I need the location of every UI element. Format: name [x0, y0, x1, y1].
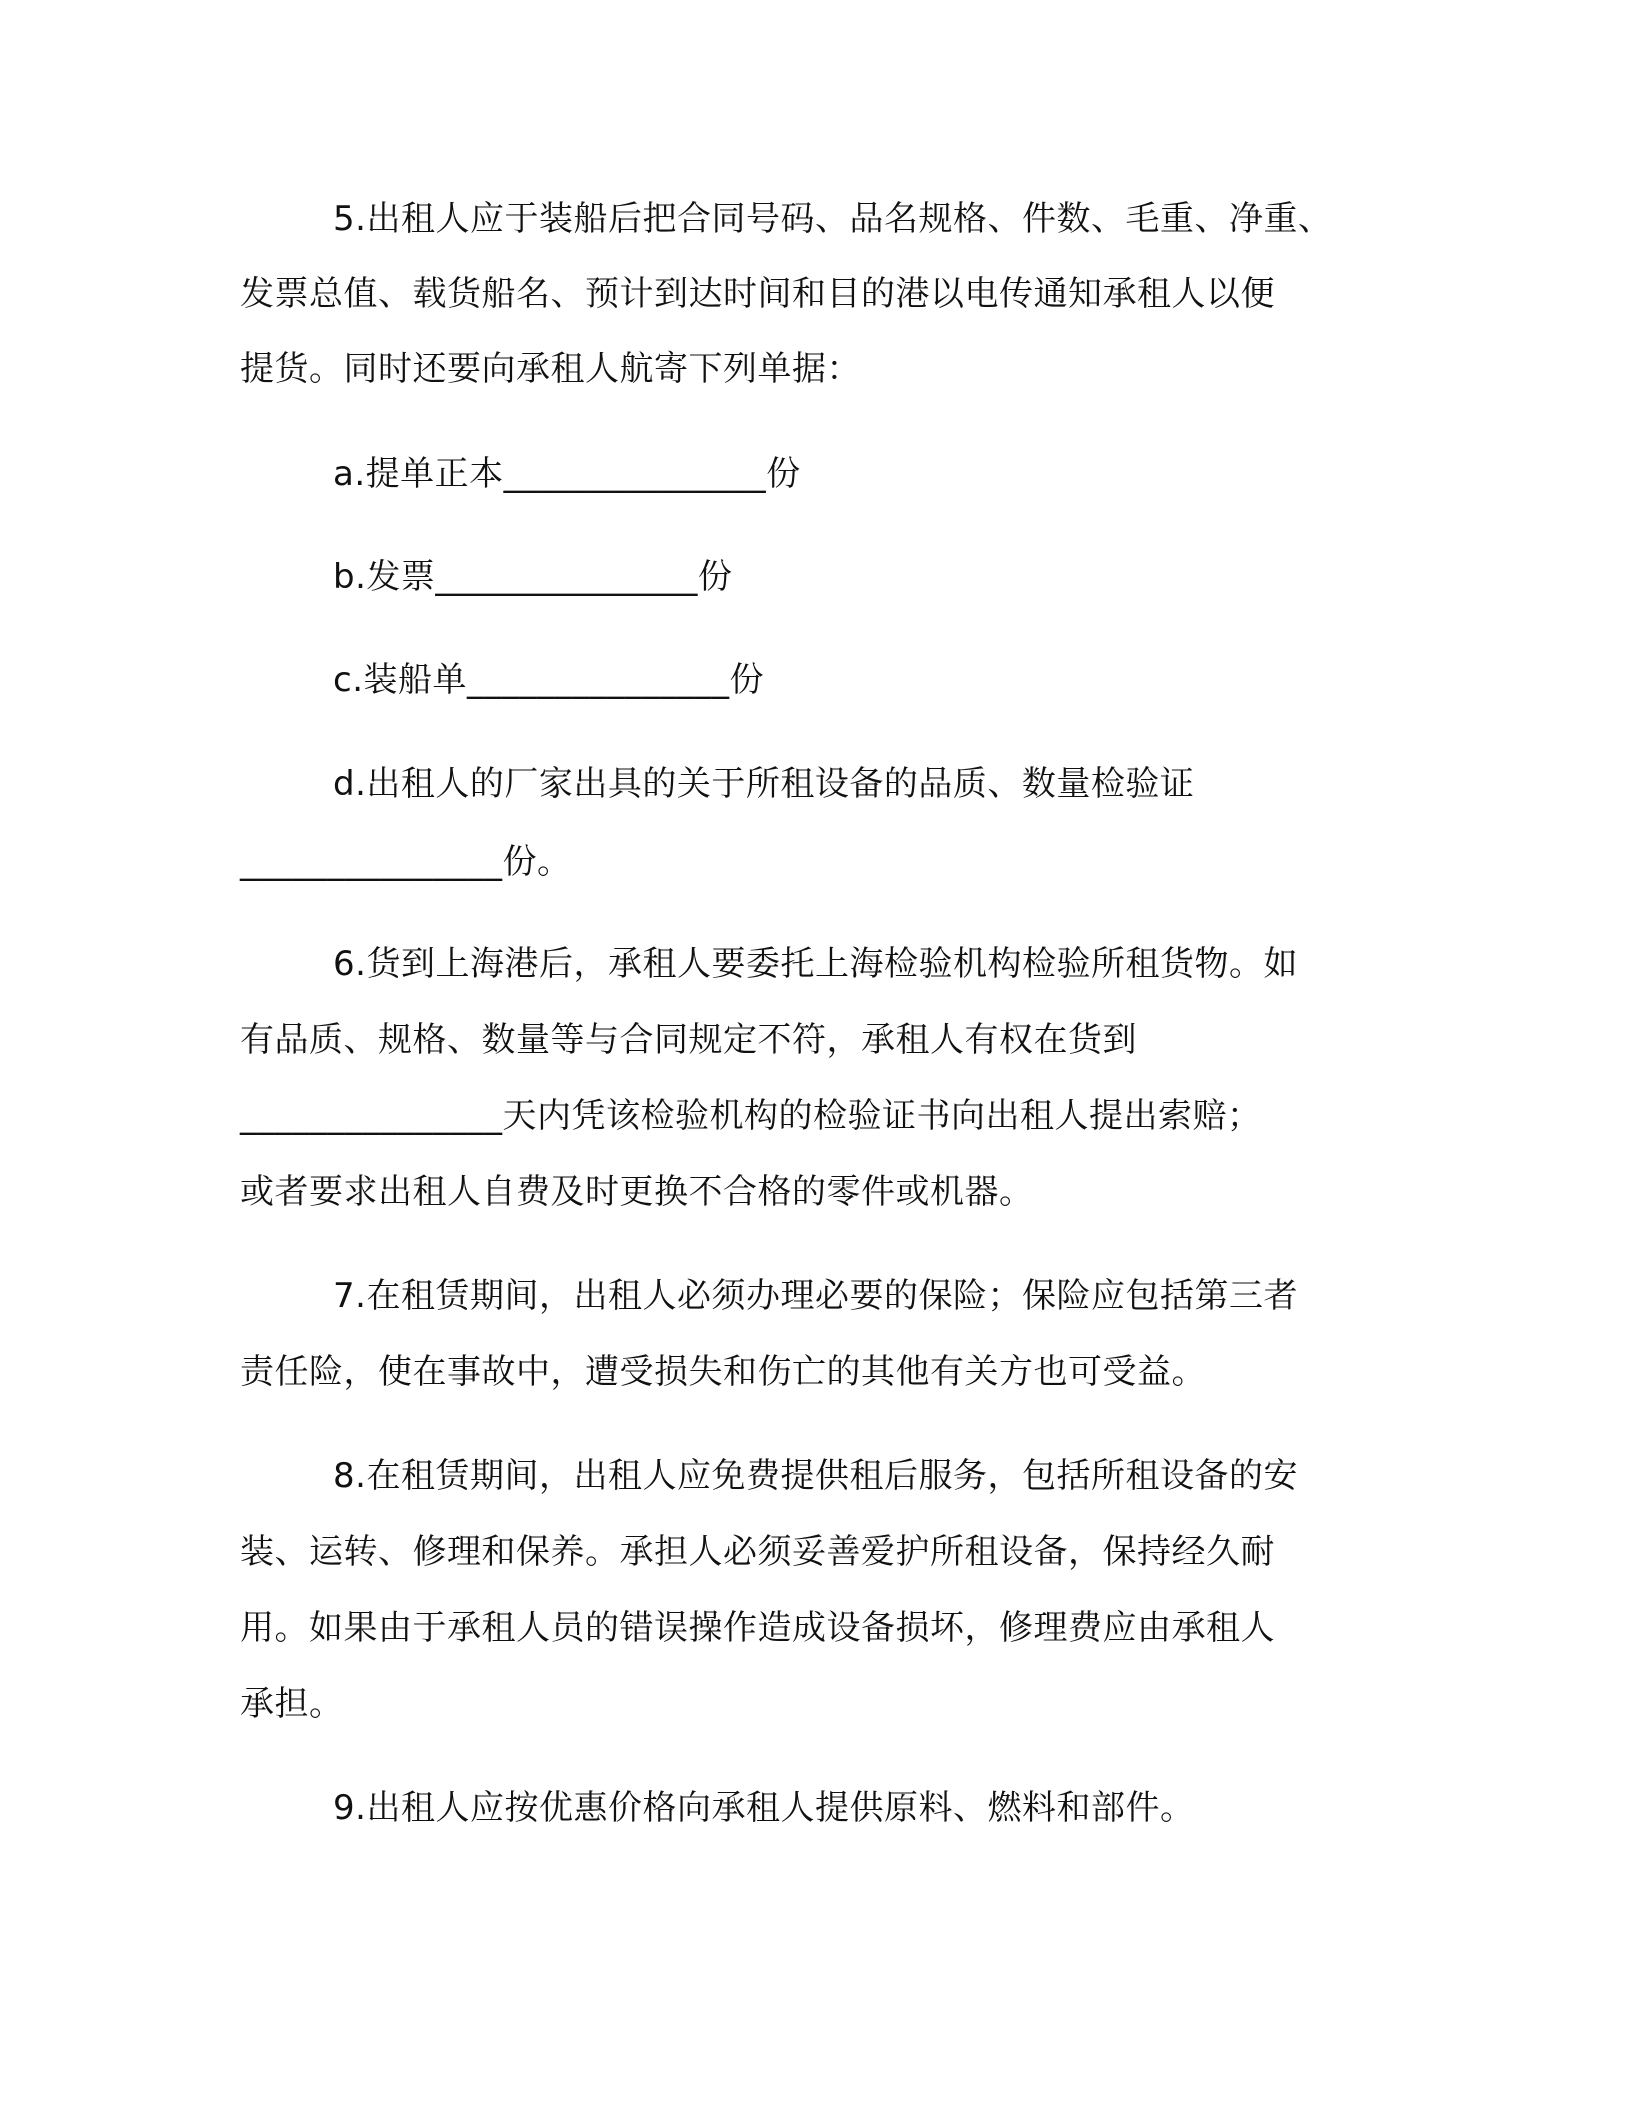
clause-6-line-3: _______________天内凭该检验机构的检验证书向出租人提出索赔；: [240, 1096, 1262, 1136]
clause-5-line-2: 发票总值、载货船名、预计到达时间和目的港以电传通知承租人以便: [240, 274, 1275, 314]
clause-7-line-2: 责任险，使在事故中，遭受损失和伤亡的其他有关方也可受益。: [240, 1352, 1206, 1392]
clause-5-line-3: 提货。同时还要向承租人航寄下列单据：: [240, 349, 861, 389]
clause-8-line-1: 8.在租赁期间，出租人应免费提供租后服务，包括所租设备的安: [333, 1456, 1298, 1496]
clause-5-line-1: 5.出租人应于装船后把合同号码、品名规格、件数、毛重、净重、: [333, 199, 1333, 239]
clause-6-line-4: 或者要求出租人自费及时更换不合格的零件或机器。: [240, 1172, 1034, 1212]
clause-6-line-1: 6.货到上海港后，承租人要委托上海检验机构检验所租货物。如: [333, 944, 1298, 984]
clause-9-line-1: 9.出租人应按优惠价格向承租人提供原料、燃料和部件。: [333, 1788, 1195, 1828]
item-d-certificate-line-1: d.出租人的厂家出具的关于所租设备的品质、数量检验证: [333, 764, 1195, 804]
item-c-shipping-order: c.装船单_______________份: [333, 660, 765, 700]
clause-7-line-1: 7.在租赁期间，出租人必须办理必要的保险；保险应包括第三者: [333, 1276, 1298, 1316]
item-a-bill-of-lading: a.提单正本_______________份: [333, 454, 801, 494]
clause-8-line-2: 装、运转、修理和保养。承担人必须妥善爱护所租设备，保持经久耐: [240, 1532, 1275, 1572]
clause-6-line-2: 有品质、规格、数量等与合同规定不符，承租人有权在货到: [240, 1020, 1137, 1060]
item-b-invoice: b.发票_______________份: [333, 557, 733, 597]
clause-8-line-3: 用。如果由于承租人员的错误操作造成设备损坏，修理费应由承租人: [240, 1608, 1275, 1648]
clause-8-line-4: 承担。: [240, 1684, 344, 1724]
item-d-certificate-line-2: _______________份。: [240, 842, 572, 882]
